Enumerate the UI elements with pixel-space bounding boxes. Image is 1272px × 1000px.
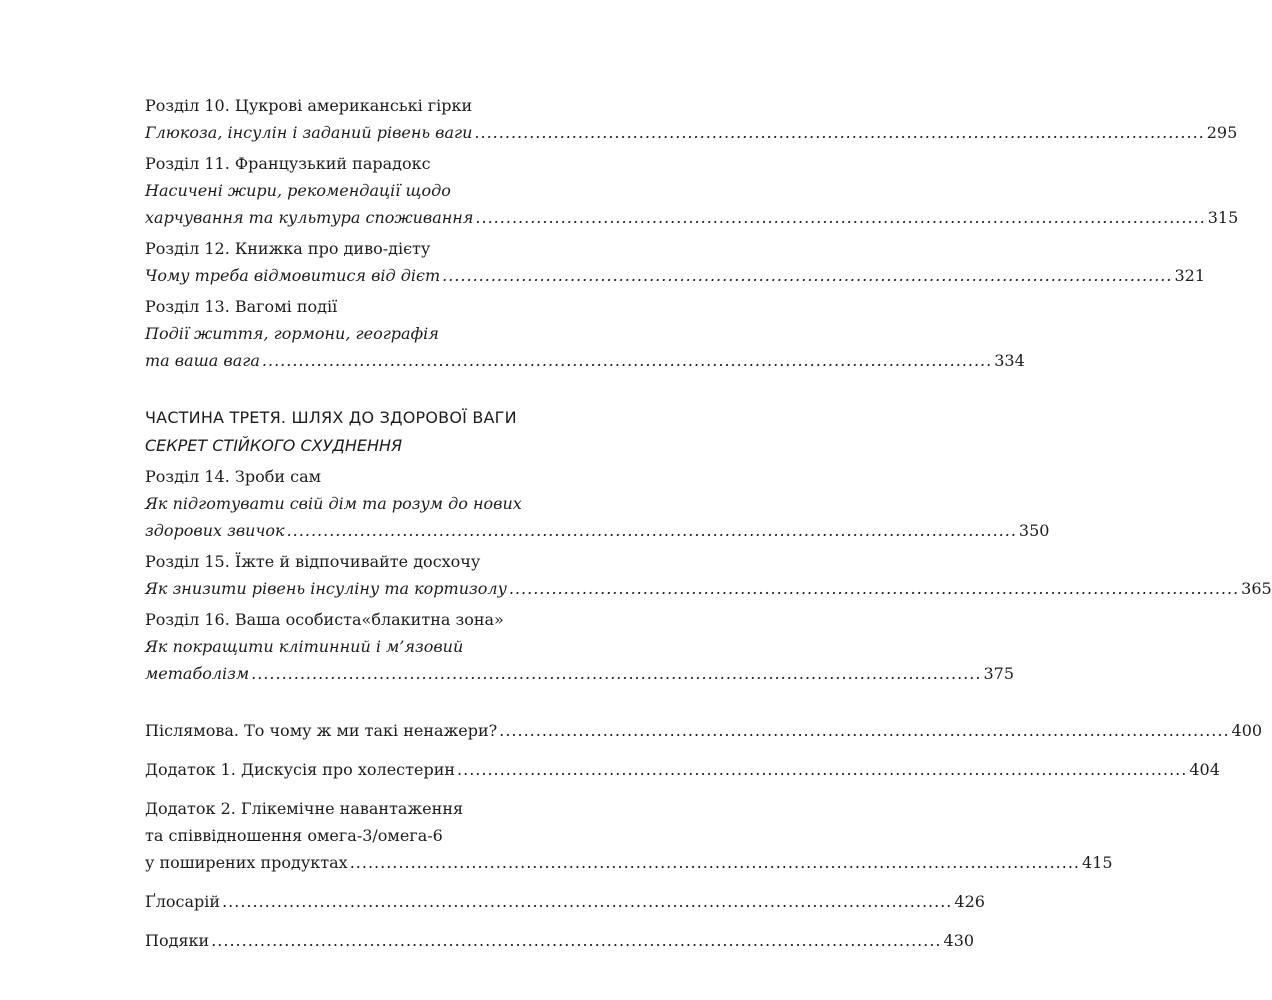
- page-number: 404: [1189, 760, 1220, 779]
- toc-entry-chapter-10: [145, 92, 1238, 146]
- entry-line: [145, 756, 1220, 783]
- toc-entry-acknowledgements: [145, 927, 975, 954]
- entry-line: [145, 717, 1263, 744]
- leader-dots: ........................................................................................................................: [457, 760, 1188, 779]
- chapter-subtitle-line: [145, 517, 1050, 544]
- table-of-contents: [145, 92, 1272, 954]
- entry-text: у поширених продуктах: [145, 853, 348, 872]
- chapter-subtitle-line: Насичені жири, рекомендації щодо: [145, 181, 451, 200]
- leader-dots: ........................................................................................................................: [251, 664, 982, 683]
- chapter-title: Розділ 15. Їжте й відпочивайте досхочу: [145, 552, 481, 571]
- page-number: 315: [1207, 208, 1239, 227]
- chapter-subtitle-line: [145, 204, 1239, 231]
- page-number: 295: [1206, 123, 1238, 142]
- toc-entry-chapter-15: [145, 548, 1272, 602]
- leader-dots: ........................................................................................................................: [211, 931, 942, 950]
- part-heading: [145, 404, 582, 459]
- page-number: 334: [994, 351, 1025, 370]
- chapter-title: Розділ 13. Вагомі події: [145, 297, 338, 316]
- chapter-subtitle-line: Як підготувати свій дім та розум до нових: [145, 494, 522, 513]
- chapter-subtitle-line: [145, 347, 1025, 374]
- toc-entry-appendix-1: [145, 756, 1220, 783]
- entry-text: Додаток 1. Дискусія про холестерин: [145, 760, 456, 779]
- page-number: 350: [1018, 521, 1050, 540]
- chapter-title: Розділ 11. Французький парадокс: [145, 154, 431, 173]
- subtitle-text: здорових звичок: [145, 521, 285, 540]
- entry-line: [145, 888, 985, 915]
- subtitle-text: Чому треба відмовитися від дієт: [145, 266, 441, 285]
- chapter-subtitle-line: [145, 660, 1014, 687]
- entry-text: Післямова. То чому ж ми такі ненажери?: [145, 721, 498, 740]
- chapter-title: Розділ 12. Книжка про диво-дієту: [145, 239, 431, 258]
- chapter-subtitle-line: Як покращити клітинний і м’язовий: [145, 637, 464, 656]
- subtitle-text: Як знизити рівень інсуліну та кортизолу: [145, 579, 507, 598]
- leader-dots: ........................................................................................................................: [261, 351, 993, 370]
- subtitle-text: харчування та культура споживання: [145, 208, 474, 227]
- chapter-subtitle-line: [145, 119, 1238, 146]
- page-number: 430: [943, 931, 975, 950]
- subtitle-text: метаболізм: [145, 664, 250, 683]
- page-number: 415: [1082, 853, 1113, 872]
- page-number: 426: [954, 892, 985, 911]
- leader-dots: ........................................................................................................................: [499, 721, 1230, 740]
- leader-dots: ........................................................................................................................: [286, 521, 1017, 540]
- toc-entry-chapter-14: [145, 463, 1050, 544]
- chapter-title: Розділ 14. Зроби сам: [145, 467, 322, 486]
- toc-entry-chapter-12: [145, 235, 1206, 289]
- subtitle-text: та ваша вага: [145, 351, 260, 370]
- entry-line: Додаток 2. Глікемічне навантаження: [145, 799, 464, 818]
- page-number: 400: [1231, 721, 1263, 740]
- chapter-subtitle-line: Події життя, гормони, географія: [145, 324, 439, 343]
- chapter-subtitle-line: [145, 575, 1272, 602]
- toc-entry-afterword: [145, 717, 1263, 744]
- entry-text: Ґлосарій: [145, 892, 221, 911]
- toc-entry-glossary: [145, 888, 985, 915]
- leader-dots: ........................................................................................................................: [475, 208, 1206, 227]
- entry-line: [145, 849, 1113, 876]
- leader-dots: ........................................................................................................................: [508, 579, 1240, 598]
- chapter-subtitle-line: [145, 262, 1206, 289]
- entry-line: та співвідношення омега-3/омега-6: [145, 826, 443, 845]
- leader-dots: ........................................................................................................................: [222, 892, 953, 911]
- toc-entry-chapter-11: [145, 150, 1239, 231]
- toc-entry-chapter-16: [145, 606, 1014, 687]
- toc-entry-appendix-2: [145, 795, 1113, 876]
- toc-entry-chapter-13: [145, 293, 1025, 374]
- entry-text: Подяки: [145, 931, 210, 950]
- leader-dots: ........................................................................................................................: [474, 123, 1205, 142]
- part-subtitle: СЕКРЕТ СТІЙКОГО СХУДНЕННЯ: [145, 436, 403, 455]
- entry-line: [145, 927, 975, 954]
- part-title: ЧАСТИНА ТРЕТЯ. ШЛЯХ ДО ЗДОРОВОЇ ВАГИ: [145, 408, 517, 427]
- leader-dots: ........................................................................................................................: [349, 853, 1081, 872]
- leader-dots: ........................................................................................................................: [442, 266, 1173, 285]
- page-number: 365: [1241, 579, 1272, 598]
- chapter-title: Розділ 16. Ваша особиста«блакитна зона»: [145, 610, 504, 629]
- subtitle-text: Глюкоза, інсулін і заданий рівень ваги: [145, 123, 473, 142]
- page-number: 375: [983, 664, 1014, 683]
- page-number: 321: [1174, 266, 1206, 285]
- chapter-title: Розділ 10. Цукрові американські гірки: [145, 96, 473, 115]
